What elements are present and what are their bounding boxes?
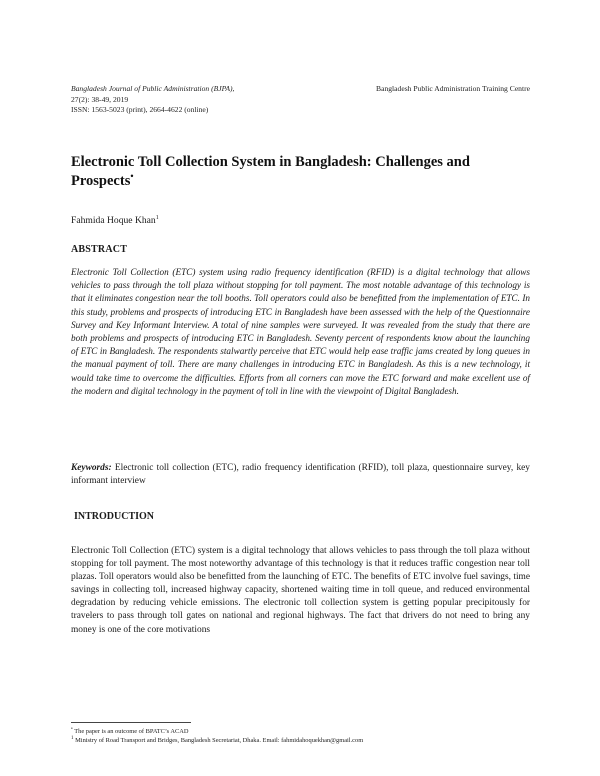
author-line <box>71 215 159 227</box>
introduction-text: Electronic Toll Collection (ETC) system is a digital technology that allows vehicles to pass through the toll plaza without stopping for toll payment. The most noteworthy advantage of this technology is that it reduces traffic congestion near toll plazas. Toll operators would also be benefitted from the launching of ETC. The benefits of ETC involve fuel savings, time savings in collecting toll, increased highway capacity, shortened waiting time in toll queue, and reduced environmental degradation by reducing vehicle emissions. The electronic toll collection system is getting popular precipitously for travelers to pass through toll gates on national and regional highways. The fact that drivers do not need to bring any money is one of the core motivations <box>71 546 530 635</box>
publisher-name: Bangladesh Public Administration Training Centre <box>376 84 530 93</box>
footnote-1-text: The paper is an outcome of BPATC’s ACAD <box>74 728 189 735</box>
keywords-paragraph <box>71 462 530 488</box>
journal-name: Bangladesh Journal of Public Administration (BJPA), <box>71 84 235 93</box>
journal-volume: 27(2): 38-49, 2019 <box>71 94 129 104</box>
footnote-1 <box>71 727 531 736</box>
journal-issn: ISSN: 1563-5023 (print), 2664-4622 (online) <box>71 105 209 114</box>
abstract-heading: ABSTRACT <box>71 244 128 255</box>
introduction-heading: INTRODUCTION <box>74 511 155 522</box>
footnote-2-text: Ministry of Road Transport and Bridges, Bangladesh Secretariat, Dhaka. Email: fahmidahoquekhan@gmail.com <box>75 737 364 744</box>
paper-title <box>71 153 531 191</box>
paper-title-text: Electronic Toll Collection System in Bangladesh: Challenges and Prospects <box>71 154 470 189</box>
journal-citation <box>71 84 331 116</box>
title-footnote-mark: • <box>130 171 134 182</box>
footnote-1-mark: • <box>71 726 73 732</box>
footnote-2 <box>71 736 531 745</box>
keywords-text: Electronic toll collection (ETC), radio frequency identification (RFID), toll plaza, questionnaire survey, key informant interview <box>71 463 530 487</box>
footnotes <box>71 727 531 745</box>
author-name: Fahmida Hoque Khan <box>71 215 156 226</box>
footnote-divider <box>71 722 191 723</box>
abstract-text: Electronic Toll Collection (ETC) system using radio frequency identification (RFID) is a digital technology that allows vehicles to pass through the toll plaza without stopping for toll payment. The most notable advantage of this technology is that it eliminates congestion near the toll booths. Toll operators could also be benefitted from the implementation of ETC. In this study, problems and prospects of introducing ETC in Bangladesh have been assessed with the help of the Questionnaire Survey and Key Informant Interview. A total of nine samples were surveyed. It was revealed from the study that there are both problems and prospects of introducing ETC in Bangladesh. Seventy percent of respondents know about the launching of ETC in Bangladesh. The respondents stalwartly perceive that ETC would help ease traffic jams created by long queues in the manual payment of toll. There are many challenges in introducing ETC in Bangladesh. As this is a new technology, it would take time to overcome the difficulties. Efforts from all corners can move the ETC forward and make excellent use of the modern and digital technology in the payment of toll in line with the viewpoint of Digital Bangladesh. <box>71 267 530 396</box>
footnote-2-mark: 1 <box>71 735 74 741</box>
author-footnote-mark: 1 <box>155 214 159 221</box>
keywords-label: Keywords: <box>71 463 112 473</box>
